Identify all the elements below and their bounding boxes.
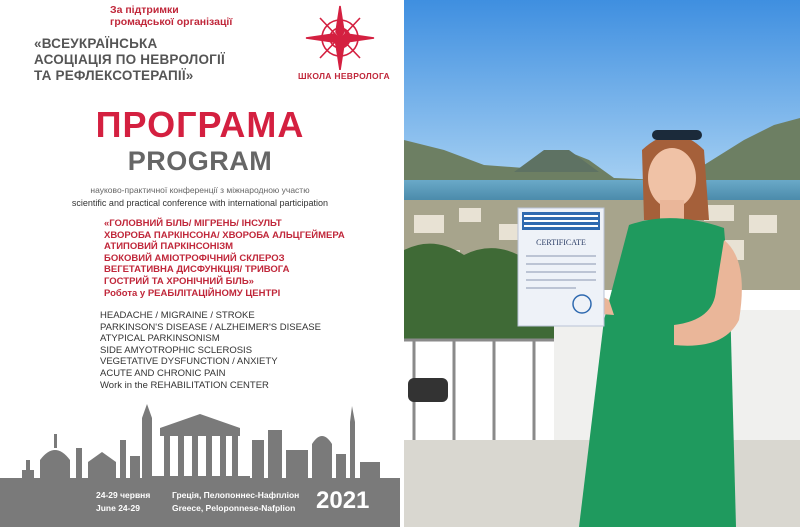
event-location-en: Greece, Peloponnese-Nafplion [172,503,296,513]
certificate-document [518,208,604,326]
program-title-en: PROGRAM [127,146,273,176]
topics-list-en [100,310,321,391]
topic-item: «ГОЛОВНИЙ БІЛЬ/ МІГРЕНЬ/ ІНСУЛЬТ [104,218,282,229]
event-year: 2021 [316,487,370,514]
topic-item: АТИПОВИЙ ПАРКІНСОНІЗМ [104,241,234,253]
org-line: АСОЦІАЦІЯ ПО НЕВРОЛОГІЇ [34,52,225,67]
certificate-title: CERTIFICATE [536,238,586,247]
event-date-en: June 24-29 [96,503,140,513]
topic-item: ВЕГЕТАТИВНА ДИСФУНКЦІЯ/ ТРИВОГА [104,264,290,276]
program-title-uk: ПРОГРАМА [95,104,305,145]
topic-item: PARKINSON'S DISEASE / ALZHEIMER'S DISEASE [100,321,321,333]
topic-item: ХВОРОБА ПАРКІНСОНА/ ХВОРОБА АЛЬЦГЕЙМЕРА [104,229,345,241]
topic-item: ATYPICAL PARKINSONISM [100,333,220,345]
face [648,148,696,208]
logo-caption: ШКОЛА НЕВРОЛОГА [298,71,390,81]
topic-item: ГОСТРИЙ ТА ХРОНІЧНИЙ БІЛЬ» [104,275,254,287]
school-logo-icon [300,4,380,70]
topic-item: Робота у РЕАБІЛІТАЦІЙНОМУ ЦЕНТРІ [104,287,281,299]
topic-item: БОКОВИЙ АМІОТРОФІЧНИЙ СКЛЕРОЗ [104,252,285,264]
conference-subtitle-uk: науково-практичної конференції з міжнародною участю [90,185,310,195]
topic-item: HEADACHE / MIGRAINE / STROKE [100,310,255,321]
neck [660,200,684,220]
organization-name [34,36,225,84]
conference-subtitle-en: scientific and practical conference with international participation [71,198,329,208]
certificate-photo [404,0,800,527]
topic-item: SIDE AMYOTROPHIC SCLEROSIS [100,344,253,356]
org-line: ТА РЕФЛЕКСОТЕРАПІЇ» [34,68,194,83]
topic-item: ACUTE AND CHRONIC PAIN [100,367,226,379]
support-line-1: За підтримки [110,4,179,16]
topics-list-uk [104,218,345,299]
car [408,378,448,402]
support-line-2: громадської організації [110,16,233,28]
sunglasses [652,130,702,140]
topic-item: VEGETATIVE DYSFUNCTION / ANXIETY [100,356,278,368]
event-date-uk: 24-29 червня [96,490,151,500]
event-location-uk: Греція, Пелопоннес-Нафпліон [172,490,300,500]
photo-scene [404,0,800,527]
org-line: «ВСЕУКРАЇНСЬКА [34,36,158,51]
topic-item: Work in the REHABILITATION CENTER [100,379,269,391]
